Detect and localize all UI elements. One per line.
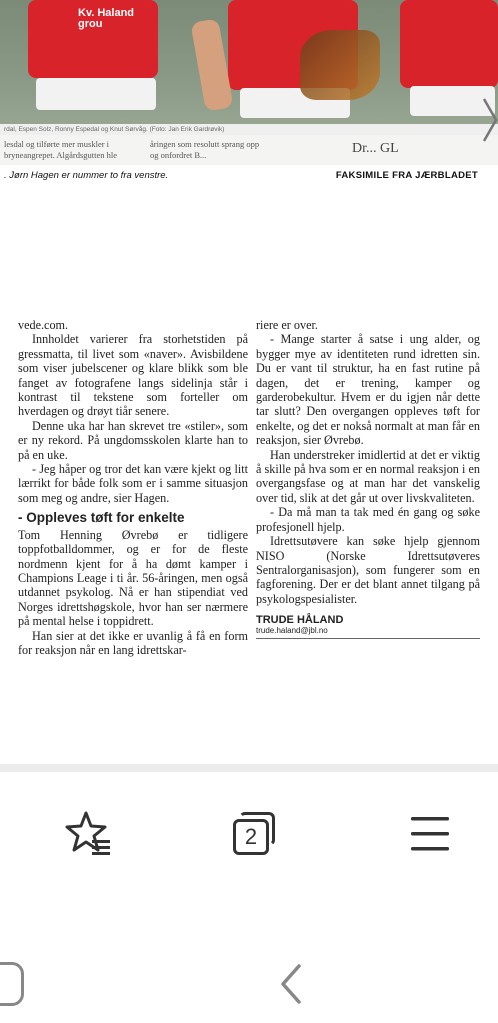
player-shirt-right [400,0,498,88]
back-chevron-icon[interactable] [277,962,305,1006]
divider [0,764,498,772]
star-list-icon [62,808,114,860]
subheading: - Oppleves tøft for enkelte [18,510,185,526]
article-column-1 [18,318,248,657]
article-column-2 [256,318,480,639]
tabs-button[interactable] [224,804,284,864]
menu-button[interactable] [400,804,460,864]
byline-email[interactable]: trude.haland@jbl.no [256,626,480,639]
paragraph: Han understreker imidlertid at det er viktig å skille på hva som er en normal reaksjon i en overgangsfase og at man har det vanskelig over tid, slik at det går ut over livskvaliteten. [256,447,480,505]
paragraph: Han sier at det ikke er uvanlig å få en form for reaksjon når en lang idrettskar- [18,628,248,657]
paragraph: - Da må man ta tak med én gang og søke profesjonell hjelp. [256,505,480,534]
bookmarks-button[interactable] [58,804,118,864]
scan-fragment: Dr... GL [352,141,399,156]
paragraph: Denne uka har han skrevet tre «stiler», som er ny rekord. På ungdomsskolen klarte han to på en uke. [18,418,248,462]
paragraph: - Mange starter å satse i ung alder, og bygger mye av identiteten rund idretten sin. Du er vant til struktur, ha en fast rutine på dagen, det er trening, kamper og garderobekultur. Hvem er du igjen når dette tar slutt? Den overgangen oppleves tøft for enkelte, og det er nokså normalt at man får en reaksjon, sier Øvrebø. [256,332,480,448]
shirt-sponsor-text: Kv. Haland grou [78,7,135,30]
byline-author: TRUDE HÅLAND [256,614,344,627]
scanned-text-strip [0,135,498,165]
caption-text: . Jørn Hagen er nummer to fra venstre. [4,170,169,181]
scan-line-1-right: åringen som resolutt sprang opp [150,139,260,149]
paragraph: - Jeg håper og tror det kan være kjekt og litt lærrikt for både folk som er i samme situasjon som meg og andre, sier Hagen. [18,462,248,505]
hamburger-menu-icon [407,811,453,857]
faksimile-caption [0,168,498,184]
scan-line-2-right: og onfordret B... [150,150,207,160]
home-pill-icon[interactable] [0,962,24,1006]
scan-line-2-left: bryneangrepet. Algårdsgutten hle [4,150,118,160]
paragraph: vede.com. [18,318,69,332]
player-hair [300,30,380,100]
tabs-icon [231,812,277,856]
system-nav-bar [0,922,498,1023]
photo-credit: rdal, Espen Solz, Ronny Espedal og Knut Sørvåg. (Foto: Jan Erik Gardrøvik) [0,124,498,135]
player-shorts-left [36,78,156,110]
scan-line-1-left: lesdal og tilførte mer muskler i [4,139,110,149]
paragraph: Tom Henning Øvrebø er tidligere toppfotballdommer, og er for de fleste nordmenn kjent for å ha dømt kamper i Champions Leage i ti år. 56-åringen, men også utdannet psykolog. Nå er han stipendiat ved Norges idrettshøgskole, hvor han ser nærmere på mental helse i toppidrett. [18,527,248,629]
next-page-chevron-icon[interactable] [482,95,498,145]
paragraph: Idrettsutøvere kan søke hjelp gjennom NISO (Norske Idrettsutøveres Sentralorganisasjon), som fungerer som en fagforening. Der er det blant annet tilgang på psykologspesialister. [256,534,480,606]
browser-toolbar [0,772,498,922]
tabs-count: 2 [233,819,269,855]
paragraph: riere er over. [256,318,318,332]
article-photo [0,0,498,135]
paragraph: Innholdet varierer fra storhetstiden på gressmatta, til livet som «naver». Avisbildene som viser jubelscener og klare blikk som ble fanget av fotografene langs sidelinja står i kontrast til tekstene som forteller om hverdagen og drøyt tiår senere. [18,332,248,419]
caption-source: FAKSIMILE FRA JÆRBLADET [335,170,478,181]
